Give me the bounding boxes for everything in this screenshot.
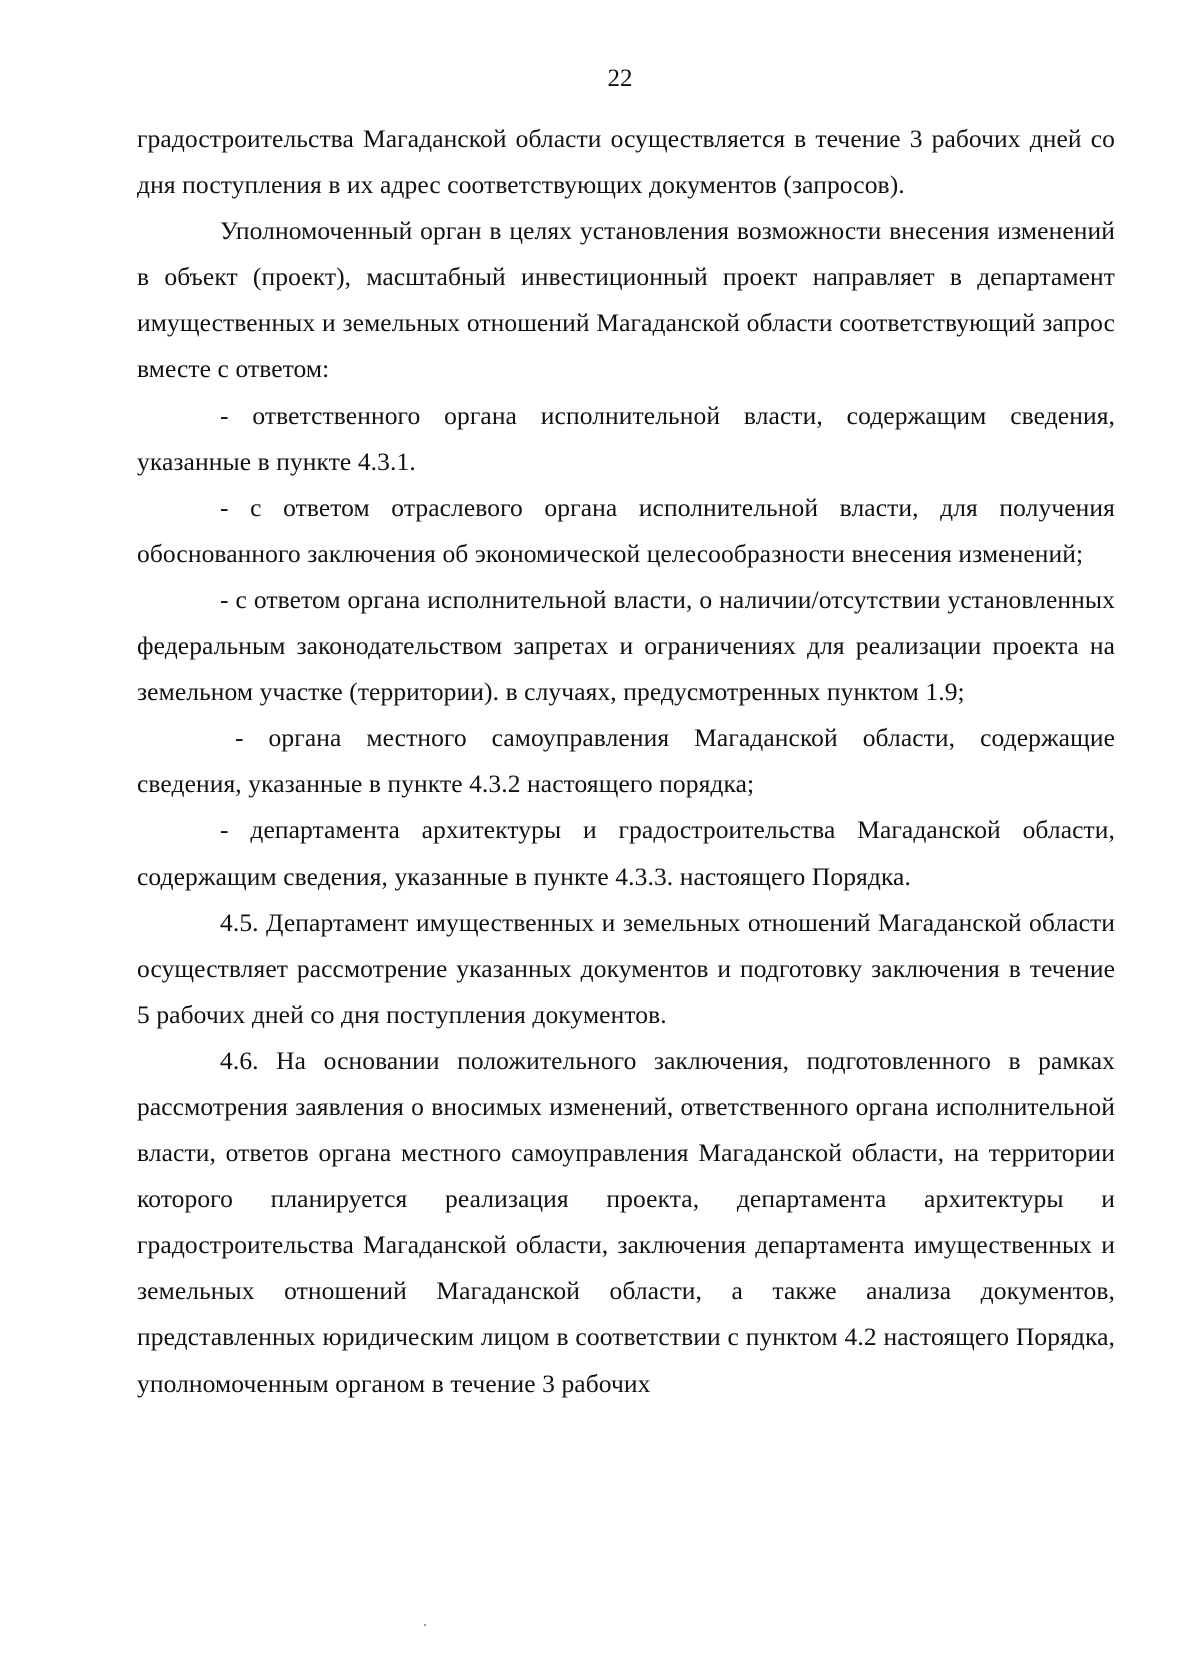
paragraph-authorized-body-request: Уполномоченный орган в целях установления возможности внесения изменений в объект (проект), масштабный инвестиционный проект направляет в департамент имущественных и земельных отношений Магаданской области соответствующий запрос вместе с ответом: — [137, 216, 1115, 384]
paragraph-section-4-5: 4.5. Департамент имущественных и земельных отношений Магаданской области осуществляет рассмотрение указанных документов и подготовку заключения в течение 5 рабочих дней со дня поступления документов. — [137, 907, 1115, 1029]
scan-artifact — [424, 1624, 426, 1626]
list-item-executive-body-restrictions: - с ответом органа исполнительной власти, о наличии/отсутствии установленных федеральным законодательством запретах и ограничениях для реализации проекта на земельном участке (территории). в случаях, предусмотренных пунктом 1.9; — [137, 584, 1115, 707]
list-item-sector-body: - с ответом отраслевого органа исполнительной власти, для получения обоснованного заключения об экономической целесообразности внесения изменений; — [137, 492, 1115, 568]
page-number: 22 — [607, 65, 633, 92]
document-body — [137, 116, 1115, 1407]
list-item-local-government: - органа местного самоуправления Магаданской области, содержащие сведения, указанные в пункте 4.3.2 настоящего порядка; — [137, 723, 1115, 799]
paragraph-section-4-6: 4.6. На основании положительного заключения, подготовленного в рамках рассмотрения заявления о вносимых изменений, ответственного органа исполнительной власти, ответов органа местного самоуправления Магаданской области, на территории которого планируется реализация проекта, департамента архитектуры и градостроительства Магаданской области, заключения департамента имущественных и земельных отношений Магаданской области, а также анализа документов, представленных юридическим лицом в соответствии с пунктом 4.2 настоящего Порядка, уполномоченным органом в течение 3 рабочих — [137, 1045, 1115, 1398]
list-item-responsible-body: - ответственного органа исполнительной власти, содержащим сведения, указанные в пункте 4.3.1. — [137, 400, 1115, 476]
list-item-architecture-department: - департамента архитектуры и градостроительства Магаданской области, содержащим сведения, указанные в пункте 4.3.3. настоящего Порядка. — [137, 815, 1115, 891]
paragraph-continuation: градостроительства Магаданской области осуществляется в течение 3 рабочих дней со дня поступления в их адрес соответствующих документов (запросов). — [137, 124, 1115, 200]
